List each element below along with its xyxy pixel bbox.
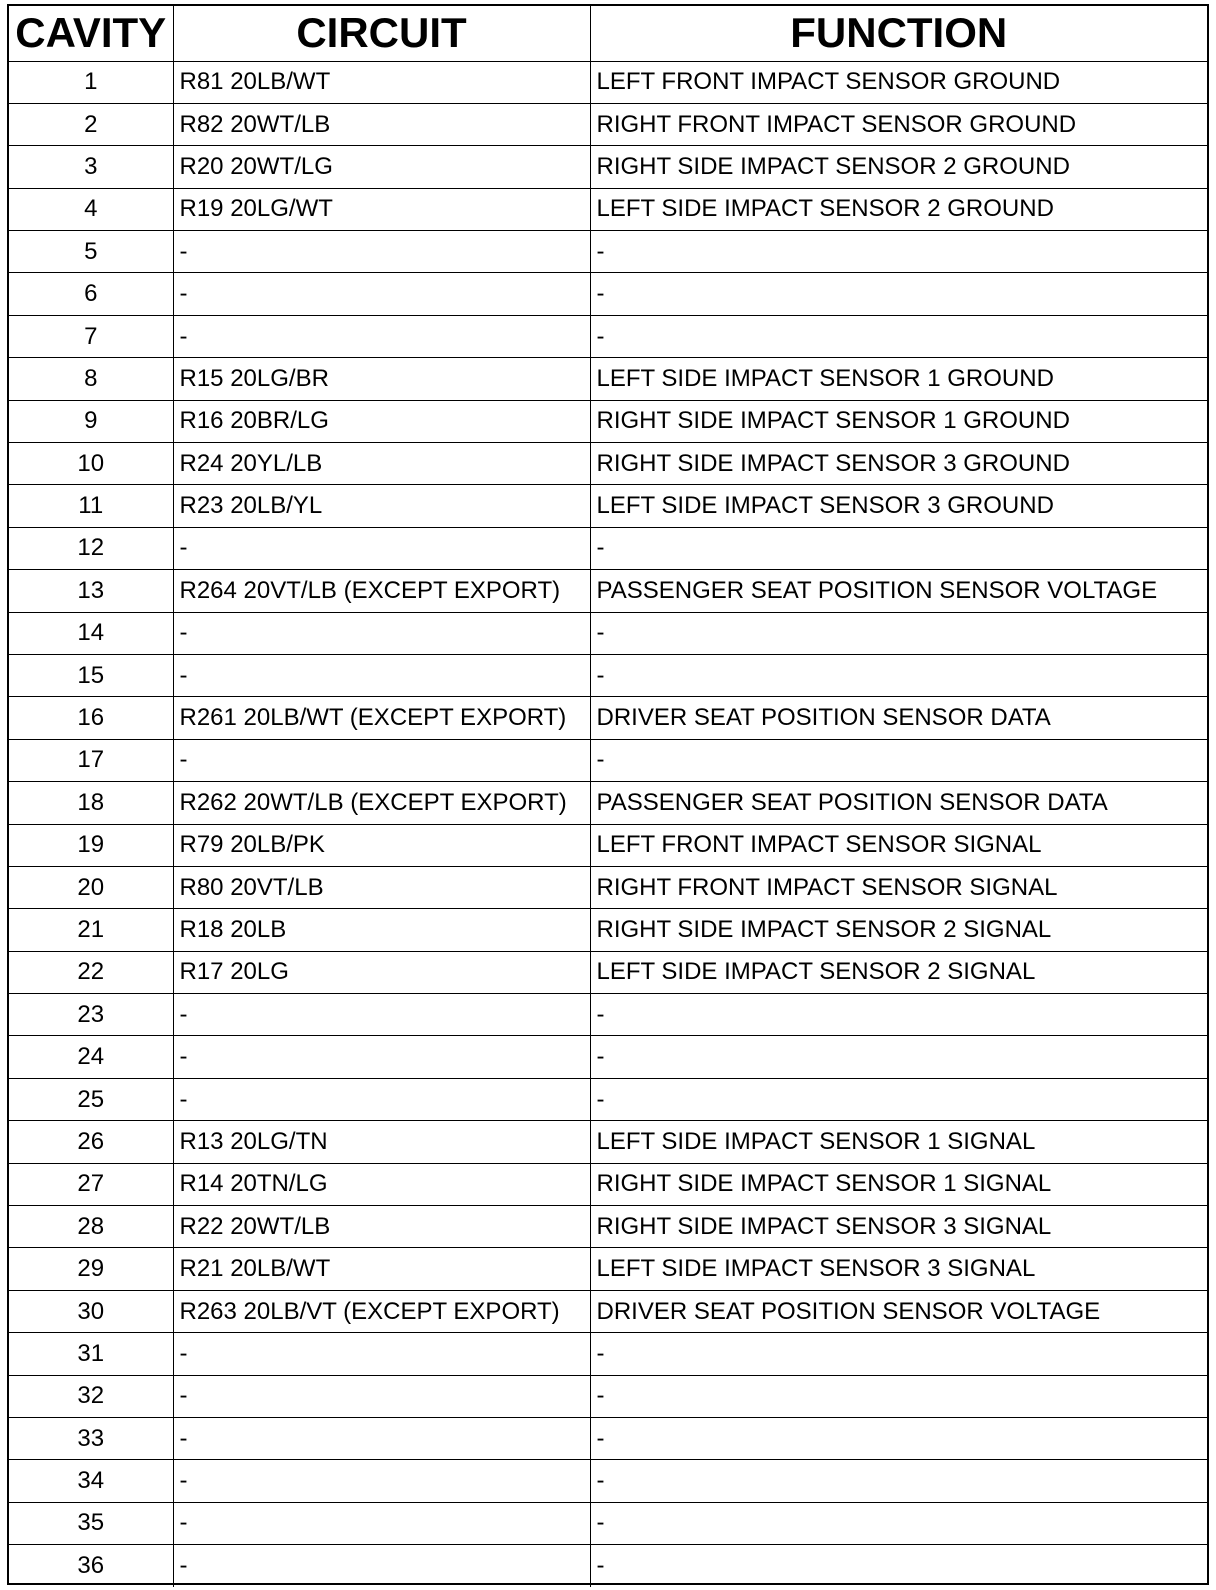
header-row [9,6,1207,61]
circuit-code: R17 20LG [173,951,590,993]
cavity-number: 20 [9,866,173,908]
table-row [9,231,1207,273]
cavity-number: 33 [9,1418,173,1460]
cavity-number: 12 [9,527,173,569]
cavity-number: 21 [9,909,173,951]
cavity-number: 26 [9,1121,173,1163]
circuit-code: R261 20LB/WT (EXCEPT EXPORT) [173,697,590,739]
circuit-code: R20 20WT/LG [173,146,590,188]
circuit-code: - [173,1418,590,1460]
table-row [9,951,1207,993]
table-row [9,909,1207,951]
circuit-code: - [173,1460,590,1502]
circuit-code: R14 20TN/LG [173,1163,590,1205]
cavity-number: 2 [9,103,173,145]
cavity-number: 10 [9,443,173,485]
header-function: FUNCTION [590,6,1207,61]
circuit-function: - [590,231,1207,273]
table-row [9,612,1207,654]
circuit-function: RIGHT FRONT IMPACT SENSOR SIGNAL [590,866,1207,908]
circuit-code: - [173,315,590,357]
circuit-function: DRIVER SEAT POSITION SENSOR DATA [590,697,1207,739]
circuit-function: RIGHT SIDE IMPACT SENSOR 1 GROUND [590,400,1207,442]
table-row [9,1290,1207,1332]
cavity-number: 6 [9,273,173,315]
circuit-code: - [173,1502,590,1544]
circuit-function: LEFT FRONT IMPACT SENSOR SIGNAL [590,824,1207,866]
circuit-function: - [590,1036,1207,1078]
circuit-code: R18 20LB [173,909,590,951]
circuit-code: R264 20VT/LB (EXCEPT EXPORT) [173,570,590,612]
table-row [9,1078,1207,1120]
table-row [9,1163,1207,1205]
circuit-code: - [173,527,590,569]
circuit-function: RIGHT SIDE IMPACT SENSOR 2 SIGNAL [590,909,1207,951]
circuit-function: - [590,1502,1207,1544]
circuit-code: - [173,1333,590,1375]
table-row [9,1206,1207,1248]
cavity-number: 35 [9,1502,173,1544]
connector-pinout-table [9,6,1207,1587]
circuit-function: RIGHT SIDE IMPACT SENSOR 3 GROUND [590,443,1207,485]
cavity-number: 19 [9,824,173,866]
header-cavity: CAVITY [9,6,173,61]
table-row [9,188,1207,230]
cavity-number: 36 [9,1545,173,1587]
circuit-function: - [590,1333,1207,1375]
table-row [9,443,1207,485]
circuit-function: - [590,315,1207,357]
cavity-number: 11 [9,485,173,527]
circuit-function: - [590,1078,1207,1120]
cavity-number: 31 [9,1333,173,1375]
circuit-code: R21 20LB/WT [173,1248,590,1290]
cavity-number: 17 [9,739,173,781]
cavity-number: 13 [9,570,173,612]
table-row [9,146,1207,188]
circuit-code: - [173,994,590,1036]
table-row [9,1248,1207,1290]
header-circuit: CIRCUIT [173,6,590,61]
table-row [9,782,1207,824]
circuit-function: LEFT FRONT IMPACT SENSOR GROUND [590,61,1207,103]
circuit-code: R262 20WT/LB (EXCEPT EXPORT) [173,782,590,824]
cavity-number: 3 [9,146,173,188]
circuit-code: R13 20LG/TN [173,1121,590,1163]
table-row [9,1333,1207,1375]
table-row [9,485,1207,527]
circuit-function: - [590,1375,1207,1417]
cavity-number: 27 [9,1163,173,1205]
circuit-function: LEFT SIDE IMPACT SENSOR 3 GROUND [590,485,1207,527]
circuit-function: - [590,273,1207,315]
circuit-code: R80 20VT/LB [173,866,590,908]
connector-pinout-sheet [7,4,1209,1585]
circuit-code: - [173,1078,590,1120]
circuit-function: - [590,612,1207,654]
cavity-number: 24 [9,1036,173,1078]
circuit-code: - [173,1375,590,1417]
cavity-number: 16 [9,697,173,739]
circuit-function: RIGHT FRONT IMPACT SENSOR GROUND [590,103,1207,145]
cavity-number: 5 [9,231,173,273]
circuit-function: - [590,739,1207,781]
cavity-number: 29 [9,1248,173,1290]
circuit-code: R22 20WT/LB [173,1206,590,1248]
table-row [9,570,1207,612]
circuit-code: R81 20LB/WT [173,61,590,103]
circuit-function: PASSENGER SEAT POSITION SENSOR VOLTAGE [590,570,1207,612]
table-row [9,866,1207,908]
circuit-code: R263 20LB/VT (EXCEPT EXPORT) [173,1290,590,1332]
circuit-function: RIGHT SIDE IMPACT SENSOR 3 SIGNAL [590,1206,1207,1248]
circuit-function: RIGHT SIDE IMPACT SENSOR 1 SIGNAL [590,1163,1207,1205]
table-row [9,527,1207,569]
cavity-number: 15 [9,654,173,696]
circuit-code: - [173,1545,590,1587]
circuit-code: - [173,273,590,315]
table-row [9,994,1207,1036]
cavity-number: 25 [9,1078,173,1120]
table-row [9,697,1207,739]
cavity-number: 22 [9,951,173,993]
circuit-code: - [173,612,590,654]
cavity-number: 18 [9,782,173,824]
cavity-number: 1 [9,61,173,103]
circuit-code: R23 20LB/YL [173,485,590,527]
table-row [9,1418,1207,1460]
circuit-function: - [590,654,1207,696]
cavity-number: 23 [9,994,173,1036]
table-row [9,61,1207,103]
table-row [9,1545,1207,1587]
circuit-code: R24 20YL/LB [173,443,590,485]
table-row [9,358,1207,400]
circuit-code: R82 20WT/LB [173,103,590,145]
circuit-function: - [590,994,1207,1036]
table-row [9,315,1207,357]
circuit-function: LEFT SIDE IMPACT SENSOR 2 GROUND [590,188,1207,230]
table-row [9,1121,1207,1163]
circuit-function: LEFT SIDE IMPACT SENSOR 1 GROUND [590,358,1207,400]
circuit-function: PASSENGER SEAT POSITION SENSOR DATA [590,782,1207,824]
circuit-code: R79 20LB/PK [173,824,590,866]
table-header [9,6,1207,61]
table-row [9,824,1207,866]
table-row [9,654,1207,696]
cavity-number: 34 [9,1460,173,1502]
circuit-code: R19 20LG/WT [173,188,590,230]
circuit-function: LEFT SIDE IMPACT SENSOR 3 SIGNAL [590,1248,1207,1290]
cavity-number: 8 [9,358,173,400]
table-row [9,273,1207,315]
table-body [9,61,1207,1587]
circuit-function: RIGHT SIDE IMPACT SENSOR 2 GROUND [590,146,1207,188]
cavity-number: 30 [9,1290,173,1332]
table-row [9,103,1207,145]
circuit-code: - [173,654,590,696]
table-row [9,400,1207,442]
cavity-number: 9 [9,400,173,442]
circuit-function: - [590,1545,1207,1587]
circuit-function: LEFT SIDE IMPACT SENSOR 2 SIGNAL [590,951,1207,993]
circuit-code: - [173,231,590,273]
table-row [9,1036,1207,1078]
cavity-number: 7 [9,315,173,357]
circuit-function: DRIVER SEAT POSITION SENSOR VOLTAGE [590,1290,1207,1332]
cavity-number: 14 [9,612,173,654]
circuit-function: LEFT SIDE IMPACT SENSOR 1 SIGNAL [590,1121,1207,1163]
table-row [9,1502,1207,1544]
circuit-code: R16 20BR/LG [173,400,590,442]
table-row [9,739,1207,781]
circuit-code: - [173,739,590,781]
table-row [9,1460,1207,1502]
cavity-number: 4 [9,188,173,230]
circuit-function: - [590,1418,1207,1460]
table-row [9,1375,1207,1417]
cavity-number: 32 [9,1375,173,1417]
cavity-number: 28 [9,1206,173,1248]
circuit-code: R15 20LG/BR [173,358,590,400]
circuit-code: - [173,1036,590,1078]
circuit-function: - [590,1460,1207,1502]
circuit-function: - [590,527,1207,569]
